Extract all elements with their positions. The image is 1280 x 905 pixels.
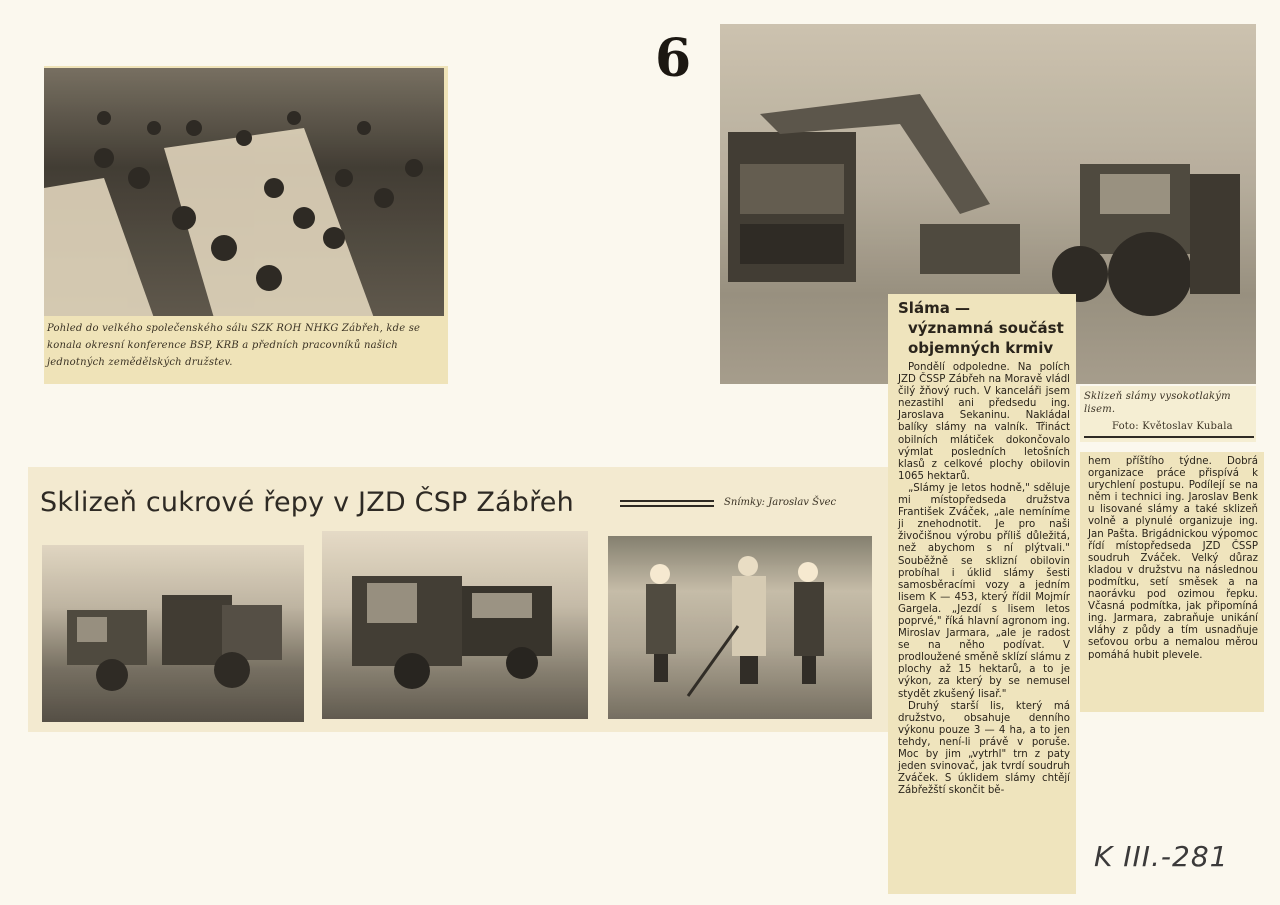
harvest-photo-credit: Foto: Květoslav Kubala	[1112, 421, 1233, 432]
article-title-line: významná součást	[908, 319, 1064, 337]
harvester-photo	[42, 545, 304, 722]
article-title-line: objemných krmiv	[908, 339, 1054, 357]
caption-divider	[1084, 436, 1254, 438]
article-paragraph: Druhý starší lis, který má družstvo, obsahuje denního výkonu pouze 3 — 4 ha, a to jen tehdy, není-li právě v poruše. Moc by jim „vytrhl" trn z paty jeden svinovač, jak tvrdí soudruh Zváček. S úklidem slámy chtějí Zábřežští skončit bě-	[898, 700, 1070, 797]
headline-rule-top	[620, 500, 714, 502]
page-number: 6	[655, 28, 692, 89]
archive-note: K III.-281	[1094, 840, 1229, 873]
banquet-caption: Pohled do velkého společenského sálu SZK ROH NHKG Zábřeh, kde se konala okresní konference BSP, KRB a předních pracovníků našich jednotných zemědělských družstev.	[47, 323, 421, 368]
article-title-line: Sláma —	[898, 299, 971, 317]
article-title	[898, 298, 1070, 358]
beet-photo-credit: Snímky: Jaroslav Švec	[724, 497, 837, 508]
banquet-hall-photo	[44, 68, 444, 316]
article-column-2	[1080, 452, 1264, 712]
harvest-caption: Sklizeň slámy vysokotlakým lisem.	[1084, 391, 1231, 415]
trucks-photo	[322, 531, 588, 719]
headline-rule-bottom	[620, 505, 714, 507]
beet-headline: Sklizeň cukrové řepy v JZD ČSP Zábřeh	[40, 487, 574, 518]
article-paragraph: Pondělí odpoledne. Na polích JZD ČSSP Zábřeh na Moravě vládl čilý žňový ruch. V kanceláři jsem nezastihl ani předsedu ing. Jaroslava Sekaninu. Nakládal balíky slámy na valník. Třináct obilních mlátiček dokončovalo výmlat posledních letošních klasů z celkové plochy obilovin 1065 hektarů.	[898, 362, 1070, 482]
article-paragraph: hem příštího týdne. Dobrá organizace práce přispívá k urychlení postupu. Podílejí se na něm i technici ing. Jaroslav Benk u lisované slámy a také sklizeň volně a plynulé organizuje ing. Jan Pašta. Brigádnickou výpomoc řídí místopředseda JZD ČSSP soudruh Zváček. Velký důraz kladou v družstvu na následnou podmítku, setí směsek a na naorávku pod ozimou řepku. Včasná podmítka, jak připomíná ing. Jarmara, zabraňuje unikání vláhy z půdy a tím usnadňuje seťovou orbu a nemalou měrou pomáhá hubit plevele.	[1088, 456, 1258, 661]
article-column-1	[888, 294, 1076, 894]
article-paragraph: „Slámy je letos hodně," sděluje mi místopředseda družstva František Zváček, „ale nemíníme ji znehodnotit. Je pro naši živočišnou výrobu příliš důležitá, než abychom s ní plýtvali." Souběžně se sklizní obilovin probíhal i úklid slámy šesti samosběracími vozy a jedním lisem K — 453, který řídil Mojmír Gargela. „Jezdí s lisem letos poprvé," říká hlavní agronom ing. Miroslav Jarmara, „ale je radost se na něho podívat. V prodloužené směně sklízí slámu z plochy až 15 hektarů, a to je výkon, za který by se nemusel stydět zkušený lisař."	[898, 482, 1070, 700]
three-women-photo	[608, 536, 872, 719]
